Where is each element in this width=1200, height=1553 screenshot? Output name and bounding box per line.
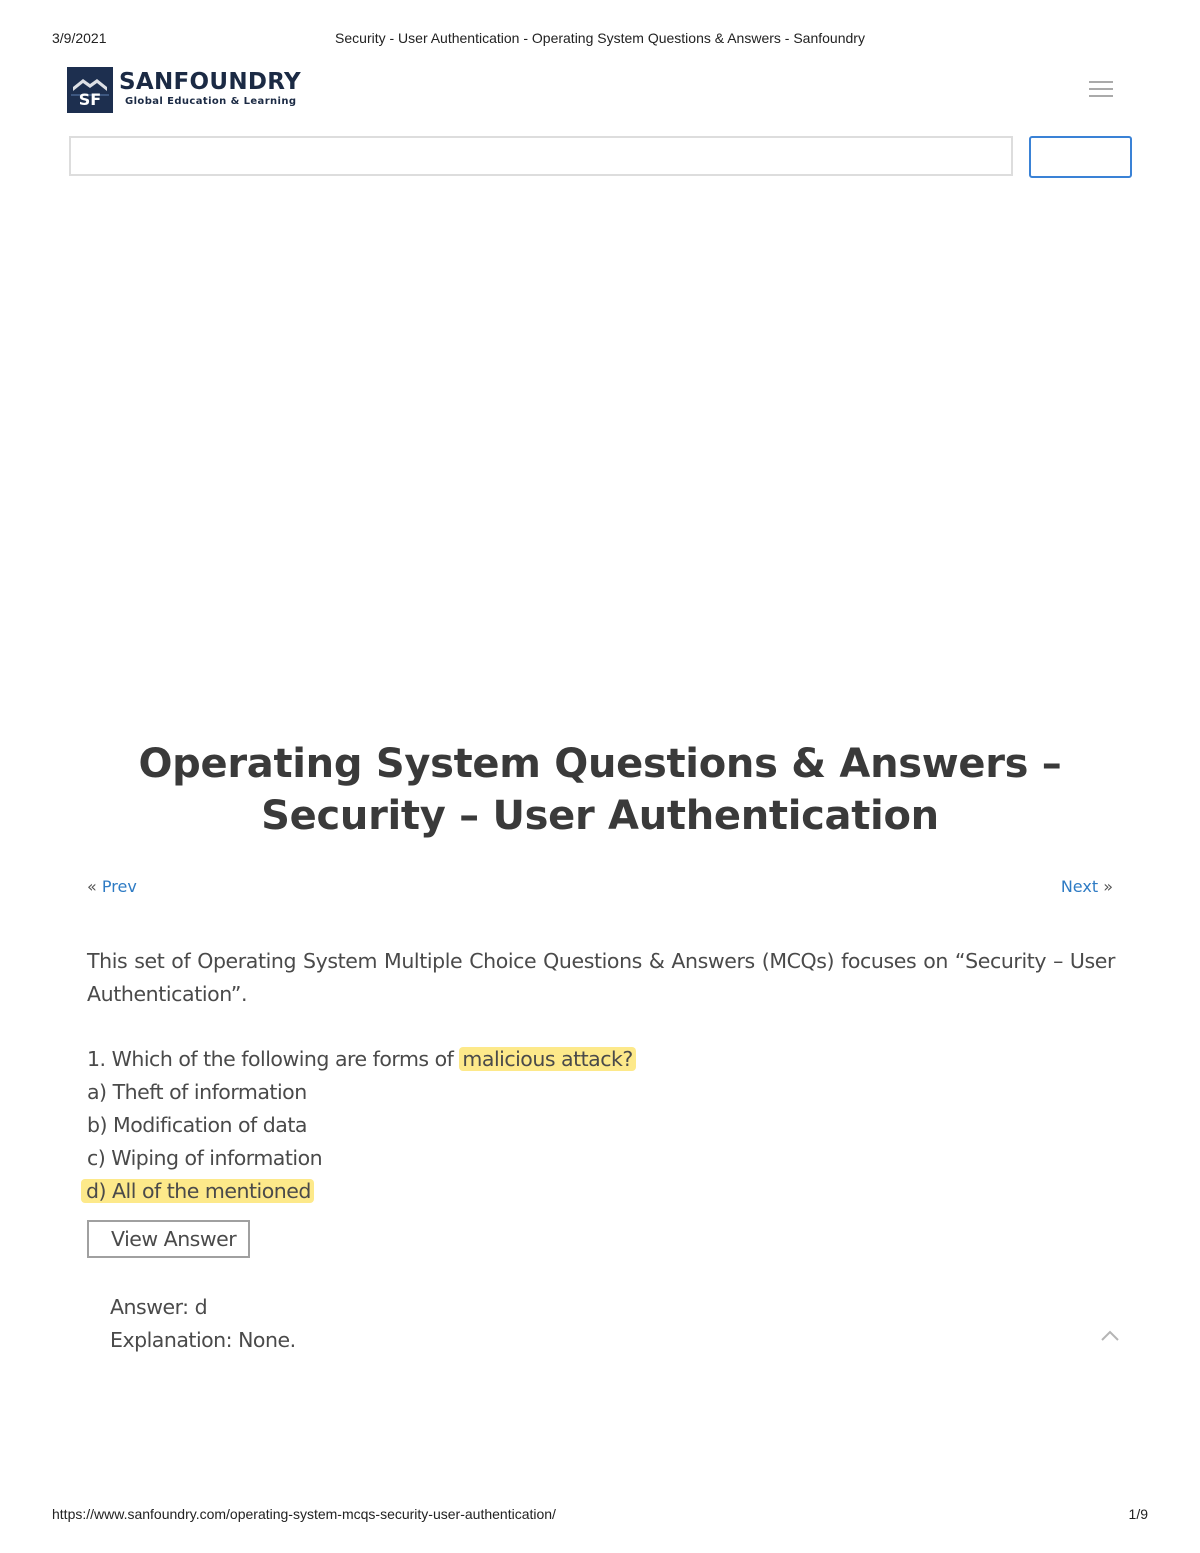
search-button[interactable] [1029, 136, 1132, 178]
answer-block [110, 1291, 296, 1357]
print-title: Security - User Authentication - Operating System Questions & Answers - Sanfoundry [335, 30, 865, 46]
question-number: 1. [87, 1047, 106, 1071]
logo-mark-text: SF [78, 90, 102, 109]
print-date: 3/9/2021 [52, 30, 107, 46]
next-link-label[interactable]: Next [1060, 877, 1099, 896]
search-input[interactable] [69, 136, 1013, 176]
next-arrow: » [1103, 877, 1113, 896]
next-link[interactable] [1061, 877, 1113, 896]
option-d: d) All of the mentioned [81, 1179, 314, 1203]
option-c: c) Wiping of information [87, 1146, 323, 1170]
question-text: Which of the following are forms of [111, 1047, 454, 1071]
answer-text: Answer: d [110, 1295, 208, 1319]
logo-name: SANFOUNDRY [119, 69, 302, 95]
option-b: b) Modification of data [87, 1113, 307, 1137]
page-title: Operating System Questions & Answers – Security – User Authentication [138, 741, 1062, 839]
prev-link-label[interactable]: Prev [101, 877, 137, 896]
view-answer-button[interactable]: View Answer [87, 1220, 250, 1258]
intro-paragraph: This set of Operating System Multiple Choice Questions & Answers (MCQs) focuses on “Security – User Authentication”. [87, 949, 1115, 1006]
prev-link[interactable] [87, 877, 137, 896]
option-a: a) Theft of information [87, 1080, 307, 1104]
question-1 [87, 1043, 636, 1208]
explanation-text: Explanation: None. [110, 1328, 296, 1352]
chevron-up-icon[interactable] [1100, 1328, 1120, 1342]
site-logo[interactable] [67, 67, 301, 113]
question-highlight: malicious attack? [459, 1047, 635, 1071]
prev-arrow: « [87, 877, 97, 896]
hamburger-menu-icon[interactable] [1089, 81, 1113, 99]
question-1-stem [87, 1043, 636, 1076]
logo-tagline: Global Education & Learning [125, 96, 297, 107]
logo-mark-icon [67, 67, 113, 113]
print-page-number: 1/9 [1128, 1506, 1148, 1522]
print-url: https://www.sanfoundry.com/operating-system-mcqs-security-user-authentication/ [52, 1506, 556, 1522]
